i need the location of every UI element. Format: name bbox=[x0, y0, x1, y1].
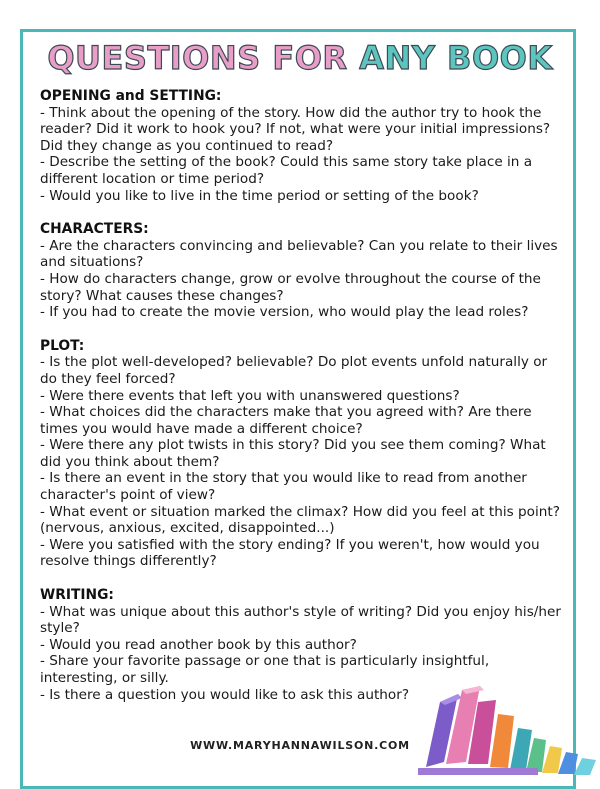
question-line: - Are the characters convincing and believable? Can you relate to their lives and situations? bbox=[40, 237, 558, 271]
question-line: - Is there a question you would like to ask this author? bbox=[40, 686, 410, 703]
question-line: - Is the plot well-developed? believable? Do plot events unfold naturally or do they feel forced? bbox=[40, 354, 548, 387]
question-line: - Would you read another book by this author? bbox=[40, 636, 357, 653]
questions-content bbox=[40, 88, 565, 720]
question-line: - Share your favorite passage or one that is particularly insightful, interesting, or silly. bbox=[40, 653, 490, 686]
section-characters bbox=[40, 221, 565, 321]
title-part-1: QUESTIONS FOR bbox=[47, 39, 360, 77]
question-line: - Were there events that left you with unanswered questions? bbox=[40, 387, 460, 404]
section-heading: WRITING: bbox=[40, 587, 114, 604]
footer-website: WWW.MARYHANNAWILSON.COM bbox=[190, 739, 410, 752]
question-line: - Were there any plot twists in this story? Did you see them coming? What did you think about them? bbox=[40, 437, 546, 470]
question-line: - Describe the setting of the book? Could this same story take place in a different location or time period? bbox=[40, 154, 533, 187]
question-line: - What event or situation marked the climax? How did you feel at this point? (nervous, anxious, excited, disappointed...) bbox=[40, 503, 560, 537]
question-line: - What choices did the characters make that you agreed with? Are there times you would have made a different choice? bbox=[40, 404, 532, 437]
books-illustration bbox=[418, 672, 600, 775]
question-line: - Would you like to live in the time period or setting of the book? bbox=[40, 187, 479, 204]
question-line: - If you had to create the movie version, who would play the lead roles? bbox=[40, 304, 529, 321]
title-part-2: ANY BOOK bbox=[359, 39, 553, 77]
section-heading: OPENING and SETTING: bbox=[40, 88, 222, 104]
question-line: - How do characters change, grow or evolve throughout the course of the story? What causes these changes? bbox=[40, 270, 541, 304]
page-title bbox=[0, 38, 600, 78]
section-heading: CHARACTERS: bbox=[40, 221, 149, 238]
question-line: - What was unique about this author's style of writing? Did you enjoy his/her style? bbox=[40, 603, 561, 637]
question-line: - Think about the opening of the story. How did the author try to hook the reader? Did it work to hook you? If not, what were your initial impressions? Did they change as you continued to read? bbox=[40, 104, 551, 154]
section-heading: PLOT: bbox=[40, 337, 85, 354]
question-line: - Were you satisfied with the story ending? If you weren't, how would you resolve things differently? bbox=[40, 536, 540, 570]
question-line: - Is there an event in the story that you would like to read from another character's point of view? bbox=[40, 470, 527, 504]
section-opening-setting bbox=[40, 88, 565, 204]
section-plot bbox=[40, 338, 565, 570]
